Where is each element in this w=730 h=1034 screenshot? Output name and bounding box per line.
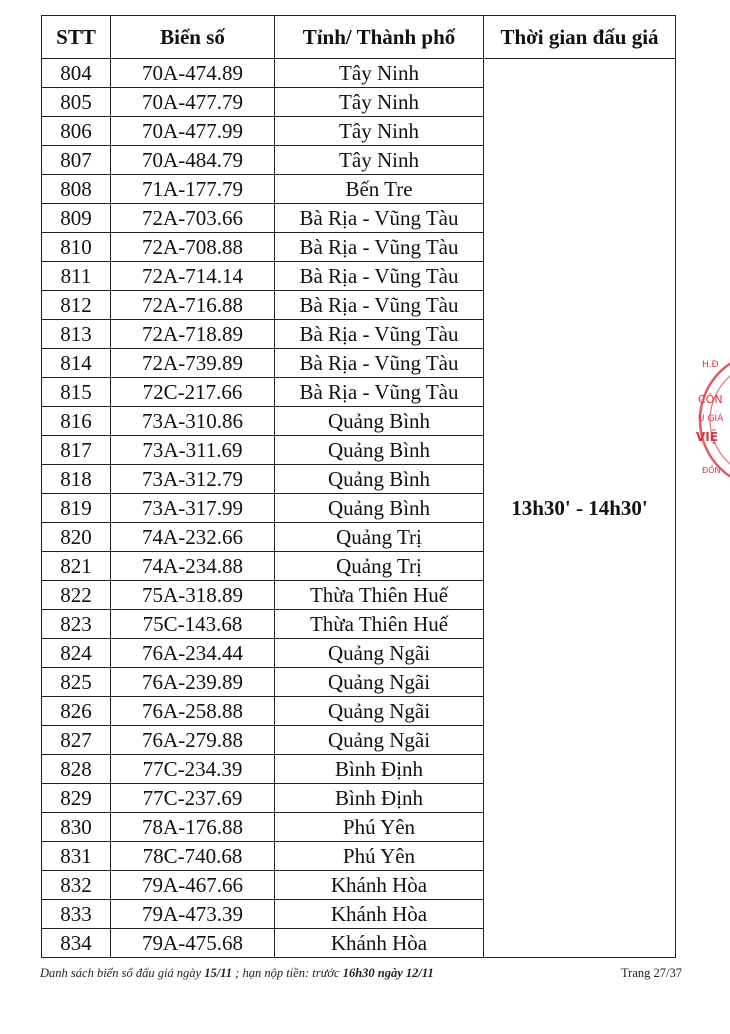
cell-plate: 70A-477.99 <box>111 117 275 146</box>
cell-plate: 70A-484.79 <box>111 146 275 175</box>
cell-plate: 79A-475.68 <box>111 929 275 958</box>
auction-plate-table <box>41 15 676 958</box>
footer-middle: ; hạn nộp tiền: trước <box>232 966 343 980</box>
table-row <box>42 59 676 88</box>
cell-plate: 73A-312.79 <box>111 465 275 494</box>
cell-plate: 78C-740.68 <box>111 842 275 871</box>
cell-plate: 76A-279.88 <box>111 726 275 755</box>
cell-plate: 70A-474.89 <box>111 59 275 88</box>
cell-plate: 75C-143.68 <box>111 610 275 639</box>
cell-province: Quảng Ngãi <box>275 697 484 726</box>
cell-stt: 804 <box>42 59 111 88</box>
cell-plate: 76A-258.88 <box>111 697 275 726</box>
cell-plate: 72A-739.89 <box>111 349 275 378</box>
cell-province: Quảng Trị <box>275 523 484 552</box>
cell-province: Quảng Bình <box>275 436 484 465</box>
cell-stt: 814 <box>42 349 111 378</box>
cell-plate: 72A-708.88 <box>111 233 275 262</box>
cell-province: Thừa Thiên Huế <box>275 610 484 639</box>
cell-stt: 830 <box>42 813 111 842</box>
stamp-text-2: CÔN <box>698 393 723 406</box>
cell-plate: 74A-234.88 <box>111 552 275 581</box>
cell-stt: 821 <box>42 552 111 581</box>
stamp-text-1: H.Đ <box>702 360 719 370</box>
cell-province: Tây Ninh <box>275 59 484 88</box>
cell-province: Quảng Trị <box>275 552 484 581</box>
cell-province: Phú Yên <box>275 813 484 842</box>
cell-province: Quảng Bình <box>275 407 484 436</box>
cell-plate: 72C-217.66 <box>111 378 275 407</box>
cell-province: Quảng Ngãi <box>275 726 484 755</box>
cell-plate: 77C-234.39 <box>111 755 275 784</box>
cell-plate: 72A-718.89 <box>111 320 275 349</box>
cell-province: Thừa Thiên Huế <box>275 581 484 610</box>
cell-stt: 811 <box>42 262 111 291</box>
cell-province: Khánh Hòa <box>275 929 484 958</box>
header-province: Tỉnh/ Thành phố <box>275 16 484 59</box>
cell-plate: 79A-467.66 <box>111 871 275 900</box>
cell-plate: 79A-473.39 <box>111 900 275 929</box>
page-number: Trang 27/37 <box>620 966 682 980</box>
cell-stt: 826 <box>42 697 111 726</box>
footer-auction-date: 15/11 <box>204 966 233 980</box>
cell-stt: 834 <box>42 929 111 958</box>
cell-stt: 819 <box>42 494 111 523</box>
cell-province: Bà Rịa - Vũng Tàu <box>275 320 484 349</box>
cell-stt: 833 <box>42 900 111 929</box>
cell-stt: 822 <box>42 581 111 610</box>
cell-province: Khánh Hòa <box>275 871 484 900</box>
cell-stt: 817 <box>42 436 111 465</box>
cell-stt: 825 <box>42 668 111 697</box>
cell-province: Bà Rịa - Vũng Tàu <box>275 233 484 262</box>
cell-stt: 807 <box>42 146 111 175</box>
cell-province: Tây Ninh <box>275 146 484 175</box>
footer-prefix: Danh sách biển số đấu giá ngày <box>40 966 205 980</box>
cell-province: Phú Yên <box>275 842 484 871</box>
cell-plate: 76A-239.89 <box>111 668 275 697</box>
cell-plate: 72A-714.14 <box>111 262 275 291</box>
cell-stt: 818 <box>42 465 111 494</box>
red-seal-stamp <box>690 345 730 495</box>
cell-plate: 73A-317.99 <box>111 494 275 523</box>
cell-province: Bà Rịa - Vũng Tàu <box>275 262 484 291</box>
cell-plate: 77C-237.69 <box>111 784 275 813</box>
footer-payment-deadline: 16h30 ngày 12/11 <box>342 966 434 980</box>
cell-stt: 832 <box>42 871 111 900</box>
cell-province: Bình Định <box>275 755 484 784</box>
cell-stt: 806 <box>42 117 111 146</box>
stamp-text-4: VIỆ <box>696 430 718 444</box>
cell-province: Quảng Ngãi <box>275 668 484 697</box>
cell-province: Quảng Bình <box>275 465 484 494</box>
table-body <box>42 59 676 958</box>
cell-province: Bà Rịa - Vũng Tàu <box>275 349 484 378</box>
cell-plate: 73A-311.69 <box>111 436 275 465</box>
cell-plate: 72A-716.88 <box>111 291 275 320</box>
cell-plate: 72A-703.66 <box>111 204 275 233</box>
cell-province: Bà Rịa - Vũng Tàu <box>275 378 484 407</box>
stamp-text-3: U GIÁ <box>698 414 724 424</box>
cell-stt: 813 <box>42 320 111 349</box>
cell-stt: 815 <box>42 378 111 407</box>
cell-stt: 827 <box>42 726 111 755</box>
cell-stt: 810 <box>42 233 111 262</box>
cell-province: Bà Rịa - Vũng Tàu <box>275 204 484 233</box>
cell-stt: 809 <box>42 204 111 233</box>
cell-stt: 812 <box>42 291 111 320</box>
header-stt: STT <box>42 16 111 59</box>
cell-stt: 828 <box>42 755 111 784</box>
cell-province: Quảng Bình <box>275 494 484 523</box>
cell-province: Quảng Ngãi <box>275 639 484 668</box>
cell-plate: 74A-232.66 <box>111 523 275 552</box>
cell-plate: 78A-176.88 <box>111 813 275 842</box>
cell-stt: 831 <box>42 842 111 871</box>
cell-stt: 816 <box>42 407 111 436</box>
cell-plate: 75A-318.89 <box>111 581 275 610</box>
cell-plate: 71A-177.79 <box>111 175 275 204</box>
cell-plate: 73A-310.86 <box>111 407 275 436</box>
cell-province: Bình Định <box>275 784 484 813</box>
footer-note <box>40 966 434 981</box>
table-header-row <box>42 16 676 59</box>
cell-stt: 820 <box>42 523 111 552</box>
cell-stt: 805 <box>42 88 111 117</box>
cell-stt: 823 <box>42 610 111 639</box>
cell-province: Bến Tre <box>275 175 484 204</box>
cell-province: Tây Ninh <box>275 117 484 146</box>
cell-stt: 808 <box>42 175 111 204</box>
header-auction-time: Thời gian đấu giá <box>484 16 676 59</box>
cell-plate: 70A-477.79 <box>111 88 275 117</box>
cell-province: Khánh Hòa <box>275 900 484 929</box>
stamp-text-5: ĐỒN <box>702 466 721 475</box>
cell-province: Tây Ninh <box>275 88 484 117</box>
cell-province: Bà Rịa - Vũng Tàu <box>275 291 484 320</box>
cell-plate: 76A-234.44 <box>111 639 275 668</box>
cell-stt: 829 <box>42 784 111 813</box>
cell-stt: 824 <box>42 639 111 668</box>
cell-auction-time: 13h30' - 14h30' <box>484 59 676 958</box>
header-plate: Biển số <box>111 16 275 59</box>
